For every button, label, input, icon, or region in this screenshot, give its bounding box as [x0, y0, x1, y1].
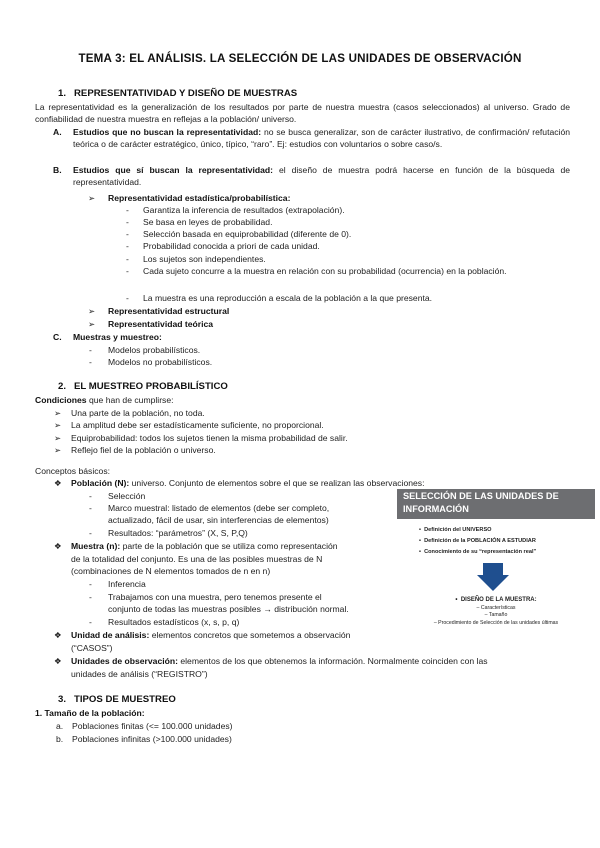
diamond-bullet-icon: ❖ — [54, 478, 62, 488]
dash-bullet-icon: - — [89, 503, 92, 513]
arrow-bullet-icon: ➢ — [54, 408, 62, 418]
unidades-observacion-line-2: unidades de análisis (“REGISTRO”) — [71, 669, 208, 679]
section-1-intro: La representatividad es la generalización de los resultados por parte de nuestra muestra (casos seleccionados) al universo. Grado de confiabilidad de nuestra muestra en reflejas a la población/ universo. — [35, 102, 570, 125]
dash-bullet-icon: - — [126, 205, 129, 215]
dash-bullet-icon: - — [89, 528, 92, 538]
muestra-line-3: (combinaciones de N elementos tomados de n en n) — [71, 566, 271, 576]
arrow-bullet-icon: ➢ — [54, 433, 62, 443]
dash-bullet-icon: - — [89, 592, 92, 602]
dash-bullet-icon: - — [126, 266, 129, 276]
arrow-bullet-icon: ➢ — [88, 306, 96, 316]
down-arrow-icon — [477, 563, 509, 591]
dash-bullet-icon: - — [126, 217, 129, 227]
section-3-heading: 3. TIPOS DE MUESTREO — [58, 694, 176, 705]
arrow-bullet-icon: ➢ — [88, 193, 96, 203]
section-2-heading: 2. EL MUESTREO PROBABILÍSTICO — [58, 381, 228, 392]
dash-bullet-icon: - — [126, 229, 129, 239]
figure-bullet: • Conocimiento de su “representación real” — [419, 549, 537, 555]
dash-bullet-icon: - — [126, 254, 129, 264]
condiciones: Condiciones que han de cumplirse: — [35, 395, 174, 405]
design-title: • DISEÑO DE LA MUESTRA: — [455, 597, 537, 603]
diamond-bullet-icon: ❖ — [54, 630, 62, 640]
design-item: – Tamaño — [484, 612, 508, 618]
design-item: – Características — [476, 605, 516, 611]
dash-bullet-icon: - — [89, 357, 92, 367]
figure-header: SELECCIÓN DE LAS UNIDADES DE INFORMACIÓN — [397, 489, 595, 519]
document-page: TEMA 3: EL ANÁLISIS. LA SELECCIÓN DE LAS UNIDADES DE OBSERVACIÓN 1. REPRESENTATIVIDAD Y DISEÑO DE MUESTRAS La representatividad es la generalización de los resultados por parte de nuestra muestra (casos seleccionados) al universo. Grado de confiabilidad de nuestra muestra en reflejas a la población/ universo. A. Estudios que no buscan la representatividad: no se busca generalizar, son de carácter ilustrativo, de confirmación/ refutación teórica o de carácter estratégico, único, típico, “raro”. Ej: estudios con voluntarios o sobre caso/s. B. Estudios que sí buscan la representatividad: el diseño de muestra podrá hacerse en función de la búsqueda de representatividad. ➢ Representatividad estadística/probabilística: - Garantiza la inferencia de resultados (extrapolación). - Se basa en leyes de probabilidad. - Selección basada en equiprobabilidad (diferente de 0). - Probabilidad conocida a priori de cada unidad. - Los sujetos son independientes. - Cada sujeto concurre a la muestra en relación con su probabilidad (ocurrencia) en la población. - La muestra es una reproducción a escala de la población a la que presenta. ➢ Representatividad estructural ➢ Representatividad teórica C. Muestras y muestreo: - Modelos probabilísticos. - Modelos no probabilísticos. 2. EL MUESTREO PROBABILÍSTICO Condiciones que han de cumplirse: ➢ Una parte de la población, no toda. ➢ La amplitud debe ser estadísticamente suficiente, no proporcional. ➢ Equiprobabilidad: todos los sujetos tienen la misma probabilidad de salir. ➢ Reflejo fiel de la población o universo. Conceptos básicos: ❖ Población (N): universo. Conjunto de elementos sobre el que se realizan las observaciones: - Selección - Marco muestral: listado de elementos (debe ser completo, actualizado, fácil de usar, sin interferencias de elementos) - Resultados: “parámetros” (X, S, P,Q) ❖ Muestra (n): parte de la población que se utiliza como representación de la totalidad del conjunto. Es una de las posibles muestras de N (combinaciones de N elementos tomados de n en n) - Inferencia - Trabajamos con una muestra, pero tenemos presente el conjunto de todas las muestras posibles → distribución normal. - Resultados estadísticos (x, s, p, q) ❖ Unidad de análisis: elementos concretos que sometemos a observación (“CASOS”) ❖ Unidades de observación: elementos de los que obtenemos la información. Normalmente coinciden con las unidades de análisis (“REGISTRO”) 3. TIPOS DE MUESTREO 1. Tamaño de la población: a. Poblaciones finitas (<= 100.000 unidades) b. Poblaciones infinitas (>100.000 unidades) SELECCIÓN DE LAS UNIDADES DE INFORMACIÓN • Definición del UNIVERSO • Definición de la POBLACIÓN A ESTUDIAR • Conocimiento de su “representación real” • DISEÑO DE LA MUESTRA: – Características – Tamaño – Procedimiento de Selección de las unidades últimas — [0, 0, 600, 848]
document-title: TEMA 3: EL ANÁLISIS. LA SELECCIÓN DE LAS UNIDADES DE OBSERVACIÓN — [78, 52, 522, 65]
conceptos-basicos: Conceptos básicos: — [35, 466, 110, 476]
dash-bullet-icon: - — [89, 617, 92, 627]
section-3-subheading: 1. Tamaño de la población: — [35, 708, 145, 718]
figure-bullet: • Definición de la POBLACIÓN A ESTUDIAR — [419, 538, 536, 544]
arrow-bullet-icon: ➢ — [54, 445, 62, 455]
dash-bullet-icon: - — [89, 579, 92, 589]
dash-bullet-icon: - — [126, 241, 129, 251]
muestra-line-2: de la totalidad del conjunto. Es una de las posibles muestras de N — [71, 554, 323, 564]
design-item: – Procedimiento de Selección de las unidades últimas — [433, 620, 559, 626]
figure-bullet: • Definición del UNIVERSO — [419, 527, 492, 533]
unidad-analisis-line-2: (“CASOS”) — [71, 643, 113, 653]
dash-bullet-icon: - — [126, 293, 129, 303]
section-1-heading: 1. REPRESENTATIVIDAD Y DISEÑO DE MUESTRAS — [58, 88, 298, 99]
dash-bullet-icon: - — [89, 491, 92, 501]
arrow-bullet-icon: ➢ — [88, 319, 96, 329]
diamond-bullet-icon: ❖ — [54, 656, 62, 666]
dash-bullet-icon: - — [89, 345, 92, 355]
diamond-bullet-icon: ❖ — [54, 541, 62, 551]
seleccion-figure — [397, 489, 595, 637]
arrow-bullet-icon: ➢ — [54, 420, 62, 430]
